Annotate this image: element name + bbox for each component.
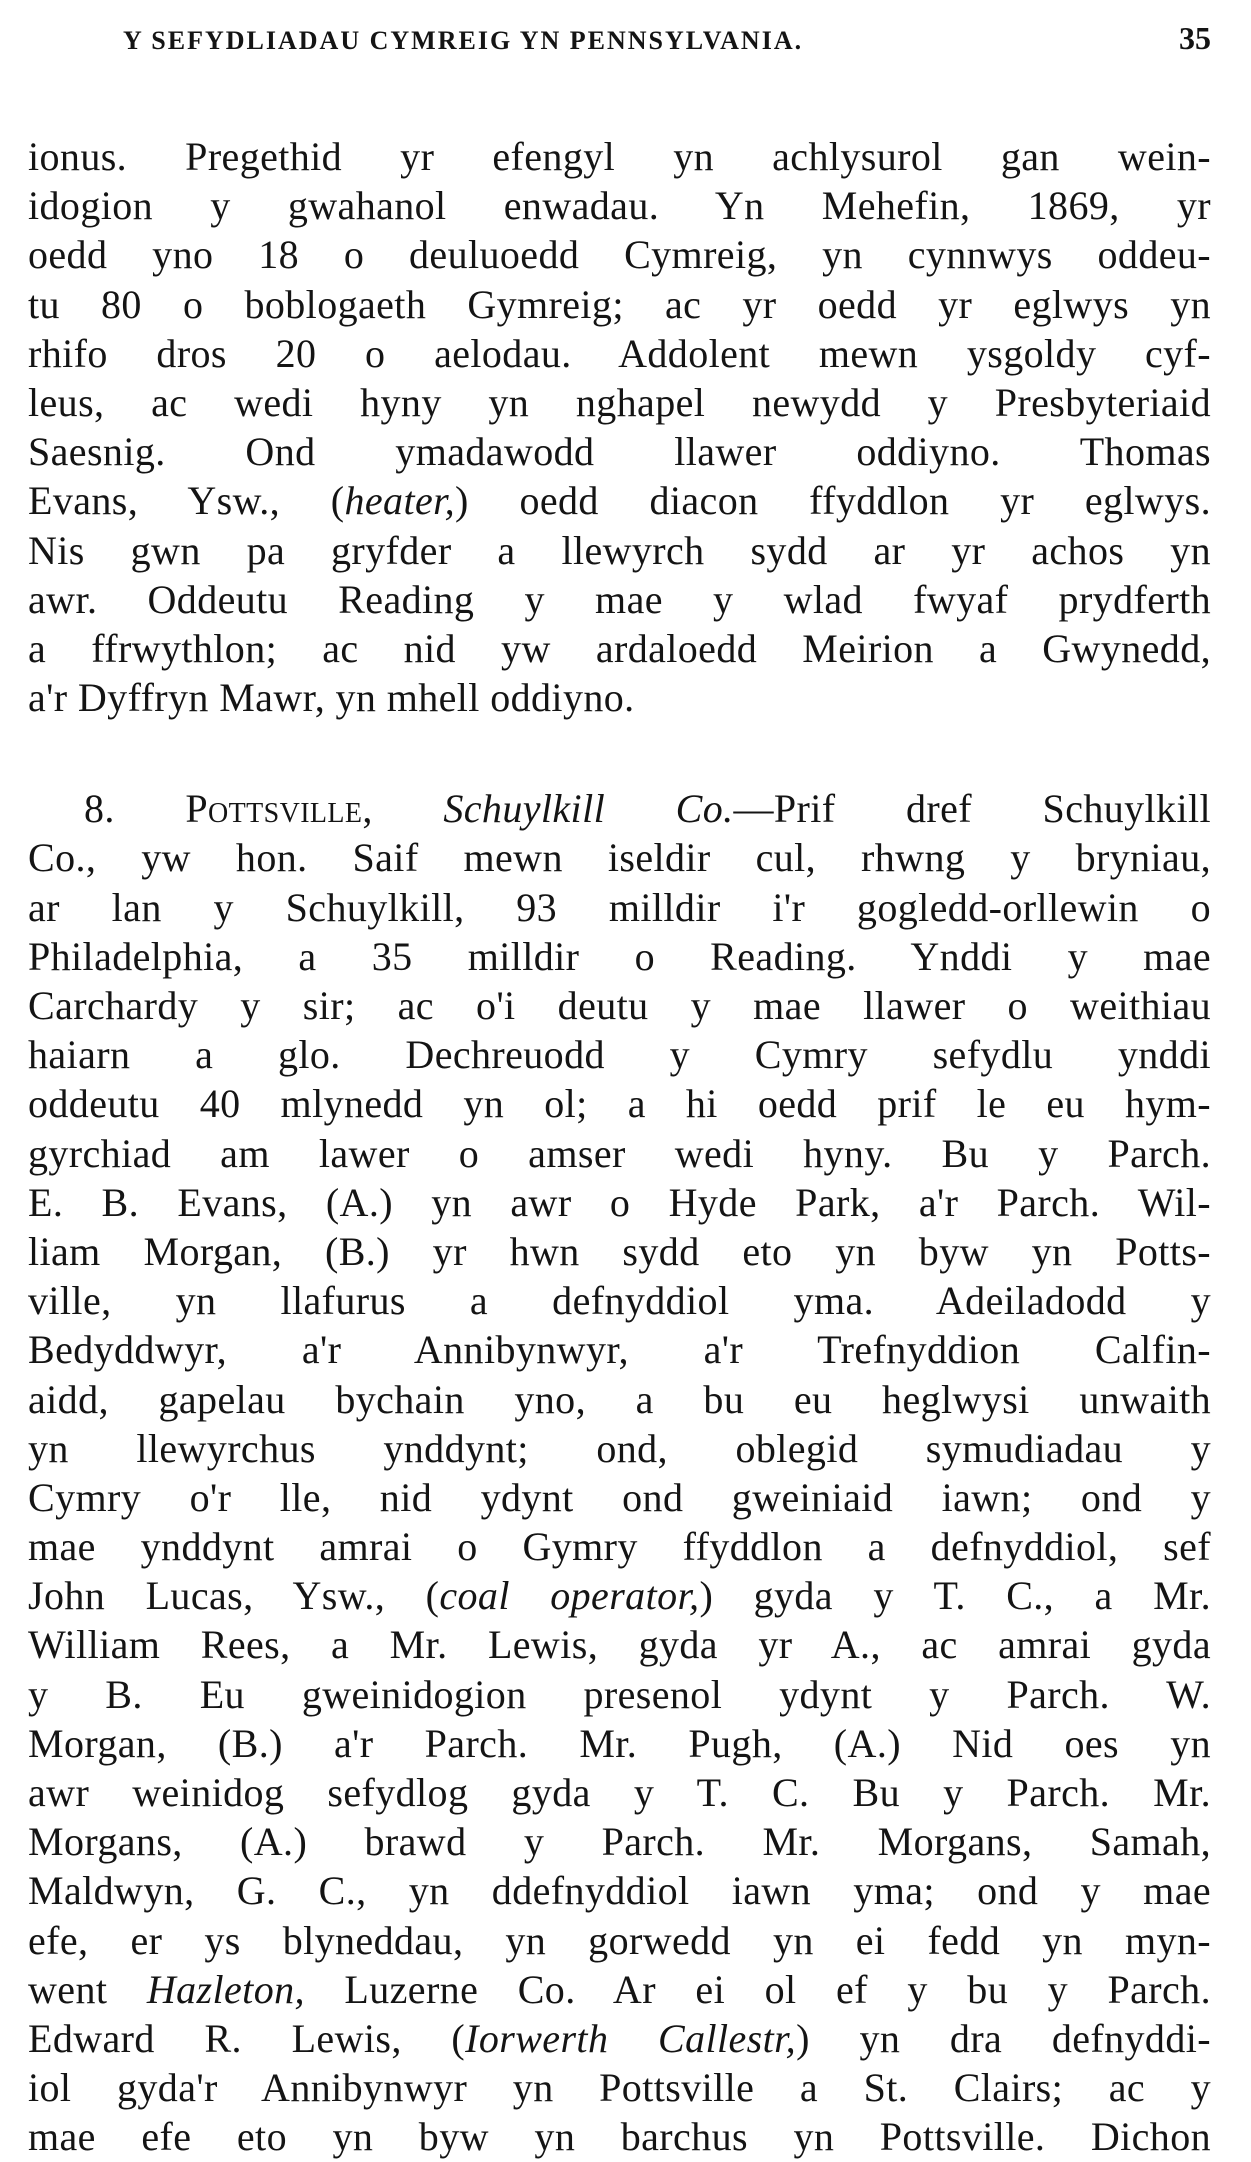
text-run: Luzerne Co. Ar ei ol ef y bu y Parch. bbox=[304, 1966, 1211, 2012]
italic-run: heater, bbox=[344, 478, 456, 524]
text-line: Morgans, (A.) brawd y Parch. Mr. Morgans, Samah, bbox=[28, 1819, 1211, 1865]
text-line: Nis gwn pa gryfder a llewyrch sydd ar yr achos yn bbox=[28, 527, 1211, 573]
paragraph-2 bbox=[28, 784, 1211, 2161]
text-run: ) oedd diacon ffyddlon yr eglwys. bbox=[455, 478, 1211, 524]
text-line: Philadelphia, a 35 milldir o Reading. Ynddi y mae bbox=[28, 933, 1211, 979]
page-number: 35 bbox=[1179, 20, 1211, 56]
text-line: rhifo dros 20 o aelodau. Addolent mewn ysgoldy cyf- bbox=[28, 330, 1211, 376]
section-number: 8. bbox=[84, 786, 186, 832]
text-line: Carchardy y sir; ac o'i deutu y mae llawer o weithiau bbox=[28, 983, 1211, 1028]
text-line: liam Morgan, (B.) yr hwn sydd eto yn byw yn Potts- bbox=[28, 1228, 1211, 1274]
text-line: a ffrwythlon; ac nid yw ardaloedd Meirion a Gwynedd, bbox=[28, 625, 1211, 671]
paragraph-1 bbox=[28, 132, 1211, 722]
text-line bbox=[28, 1965, 1211, 2014]
running-head bbox=[28, 20, 1211, 70]
text-line: iol gyda'r Annibynwyr yn Pottsville a St. Clairs; ac y bbox=[28, 2065, 1211, 2111]
text-line: yn llewyrchus ynddynt; ond, oblegid symudiadau y bbox=[28, 1425, 1211, 1471]
text-line: Cymry o'r lle, nid ydynt ond gweiniaid iawn; ond y bbox=[28, 1474, 1211, 1520]
text-line: William Rees, a Mr. Lewis, gyda yr A., ac amrai gyda bbox=[28, 1622, 1211, 1668]
text-line: mae efe eto yn byw yn barchus yn Pottsville. Dichon bbox=[28, 2114, 1211, 2160]
running-title: Y SEFYDLIADAU CYMREIG YN PENNSYLVANIA. bbox=[123, 26, 804, 55]
text-run: John Lucas, Ysw., ( bbox=[28, 1573, 440, 1619]
text-line: Morgan, (B.) a'r Parch. Mr. Pugh, (A.) Nid oes yn bbox=[28, 1720, 1211, 1766]
text-line: Maldwyn, G. C., yn ddefnyddiol iawn yma; ond y mae bbox=[28, 1868, 1211, 1914]
text-line: efe, er ys blyneddau, yn gorwedd yn ei fedd yn myn- bbox=[28, 1917, 1211, 1963]
italic-run: Hazleton, bbox=[146, 1966, 305, 2012]
text-line bbox=[28, 2014, 1211, 2063]
text-run: Edward R. Lewis, ( bbox=[28, 2015, 466, 2061]
text-run: Evans, Ysw., ( bbox=[28, 478, 345, 524]
text-line bbox=[28, 1571, 1211, 1620]
paragraph-gap bbox=[28, 722, 1211, 784]
text-line: mae ynddynt amrai o Gymry ffyddlon a defnyddiol, sef bbox=[28, 1524, 1211, 1570]
text-line: ionus. Pregethid yr efengyl yn achlysurol gan wein- bbox=[28, 134, 1211, 179]
text-line: awr. Oddeutu Reading y mae y wlad fwyaf prydferth bbox=[28, 576, 1211, 622]
text-line: Saesnig. Ond ymadawodd llawer oddiyno. Thomas bbox=[28, 429, 1211, 475]
text-line: Co., yw hon. Saif mewn iseldir cul, rhwng y bryniau, bbox=[28, 835, 1211, 881]
text-line: awr weinidog sefydlog gyda y T. C. Bu y Parch. Mr. bbox=[28, 1770, 1211, 1815]
text-line: gyrchiad am lawer o amser wedi hyny. Bu y Parch. bbox=[28, 1130, 1211, 1176]
text-line: idogion y gwahanol enwadau. Yn Mehefin, 1869, yr bbox=[28, 183, 1211, 229]
text-line: oedd yno 18 o deuluoedd Cymreig, yn cynnwys oddeu- bbox=[28, 232, 1211, 278]
text-run: ) gyda y T. C., a Mr. bbox=[699, 1573, 1211, 1619]
text-line: leus, ac wedi hyny yn nghapel newydd y Presbyteriaid bbox=[28, 379, 1211, 425]
italic-run: Iorwerth Callestr, bbox=[465, 2015, 797, 2061]
italic-run: coal operator, bbox=[439, 1573, 700, 1619]
text-line bbox=[28, 476, 1211, 525]
text-line: tu 80 o boblogaeth Gymreig; ac yr oedd yr eglwys yn bbox=[28, 281, 1211, 327]
county-name: Schuylkill Co. bbox=[443, 786, 734, 832]
place-name: Pottsville, bbox=[185, 786, 373, 832]
text-line: ville, yn llafurus a defnyddiol yma. Adeiladodd y bbox=[28, 1278, 1211, 1324]
text-line bbox=[28, 784, 1211, 833]
text-run: —Prif dref Schuylkill bbox=[733, 786, 1211, 832]
text-line: Bedyddwyr, a'r Annibynwyr, a'r Trefnyddion Calfin- bbox=[28, 1327, 1211, 1373]
text-line: haiarn a glo. Dechreuodd y Cymry sefydlu ynddi bbox=[28, 1032, 1211, 1078]
text-line: a'r Dyffryn Mawr, yn mhell oddiyno. bbox=[28, 675, 635, 721]
body-text bbox=[28, 132, 1211, 2162]
text-run: went bbox=[28, 1966, 147, 2012]
text-line: y B. Eu gweinidogion presenol ydynt y Parch. W. bbox=[28, 1671, 1211, 1717]
text-run: ) yn dra defnyddi- bbox=[796, 2015, 1211, 2061]
text-line: oddeutu 40 mlynedd yn ol; a hi oedd prif le eu hym- bbox=[28, 1081, 1211, 1127]
text-line: aidd, gapelau bychain yno, a bu eu heglwysi unwaith bbox=[28, 1376, 1211, 1422]
text-line: E. B. Evans, (A.) yn awr o Hyde Park, a'r Parch. Wil- bbox=[28, 1179, 1211, 1225]
text-line: ar lan y Schuylkill, 93 milldir i'r gogledd-orllewin o bbox=[28, 884, 1211, 930]
